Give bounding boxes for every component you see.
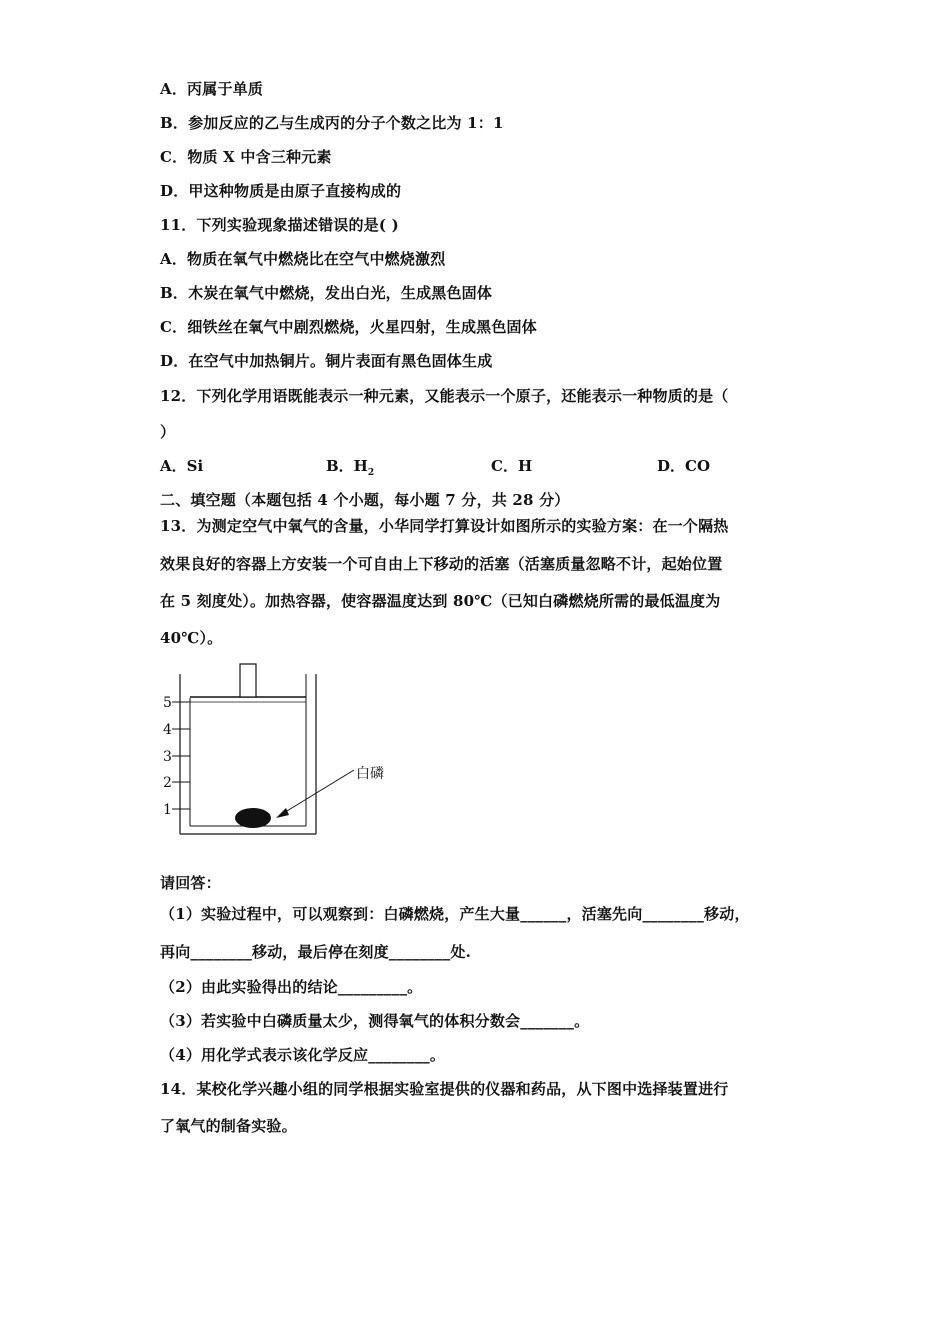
q11-option-b: B．木炭在氧气中燃烧，发出白光，生成黑色固体 <box>160 284 493 302</box>
q13-sub-1: （1）实验过程中，可以观察到：白磷燃烧，产生大量______，活塞先向________移动， <box>160 905 750 923</box>
scale-label-3: 3 <box>163 749 172 765</box>
q12-stem-end: ） <box>160 423 176 441</box>
q13-sub-3: （3）若实验中白磷质量太少，测得氧气的体积分数会_______。 <box>160 1012 590 1030</box>
scale-label-2: 2 <box>163 775 172 791</box>
q12-option-b-subscript: 2 <box>367 468 375 478</box>
q13-text-line-4: 40℃）。 <box>160 629 223 647</box>
phosphorus-label: 白磷 <box>356 766 384 782</box>
q10-option-b: B．参加反应的乙与生成丙的分子个数之比为 1：1 <box>160 114 504 132</box>
q11-option-a: A．物质在氧气中燃烧比在空气中燃烧激烈 <box>160 250 446 268</box>
q12-option-a: A．Si <box>160 457 204 475</box>
q13-sub-4: （4）用化学式表示该化学反应________。 <box>160 1046 446 1064</box>
section-heading: 二、填空题（本题包括 4 个小题，每小题 7 分，共 28 分） <box>160 491 570 509</box>
piston-rod <box>240 664 256 697</box>
q12-option-b-text: B．H <box>326 457 368 475</box>
white-phosphorus <box>235 808 271 828</box>
q10-option-a: A．丙属于单质 <box>160 80 264 98</box>
q12-option-c: C．H <box>491 457 533 475</box>
q10-option-c: C．物质 X 中含三种元素 <box>160 148 332 166</box>
scale-label-4: 4 <box>163 722 172 738</box>
q11-option-d: D．在空气中加热铜片。铜片表面有黑色固体生成 <box>160 352 493 370</box>
q13-sub-2: （2）由此实验得出的结论_________。 <box>160 978 423 996</box>
q14-text-line-2: 了氧气的制备实验。 <box>160 1117 297 1135</box>
scale-label-5: 5 <box>163 695 172 711</box>
q12-stem: 12．下列化学用语既能表示一种元素，又能表示一个原子，还能表示一种物质的是（ <box>160 387 729 405</box>
answer-prompt: 请回答： <box>160 874 221 892</box>
q13-sub-1-cont: 再向________移动，最后停在刻度________处. <box>160 943 472 961</box>
q14-text-line-1: 14．某校化学兴趣小组的同学根据实验室提供的仪器和药品，从下图中选择装置进行 <box>160 1080 729 1098</box>
pointer-arrow-line <box>282 770 354 814</box>
pointer-arrowhead <box>276 808 289 818</box>
q11-stem: 11．下列实验现象描述错误的是( ) <box>160 216 399 234</box>
q13-text-line-3: 在 5 刻度处）。加热容器，使容器温度达到 80℃（已知白磷燃烧所需的最低温度为 <box>160 592 721 610</box>
experiment-figure <box>158 660 408 840</box>
q13-text-line-1: 13．为测定空气中氧气的含量，小华同学打算设计如图所示的实验方案：在一个隔热 <box>160 517 729 535</box>
q10-option-d: D．甲这种物质是由原子直接构成的 <box>160 182 402 200</box>
scale-label-1: 1 <box>163 802 172 818</box>
q11-option-c: C．细铁丝在氧气中剧烈燃烧，火星四射，生成黑色固体 <box>160 318 537 336</box>
q13-text-line-2: 效果良好的容器上方安装一个可自由上下移动的活塞（活塞质量忽略不计，起始位置 <box>160 555 723 573</box>
q12-option-b <box>326 455 374 478</box>
q12-option-d: D．CO <box>657 457 711 475</box>
